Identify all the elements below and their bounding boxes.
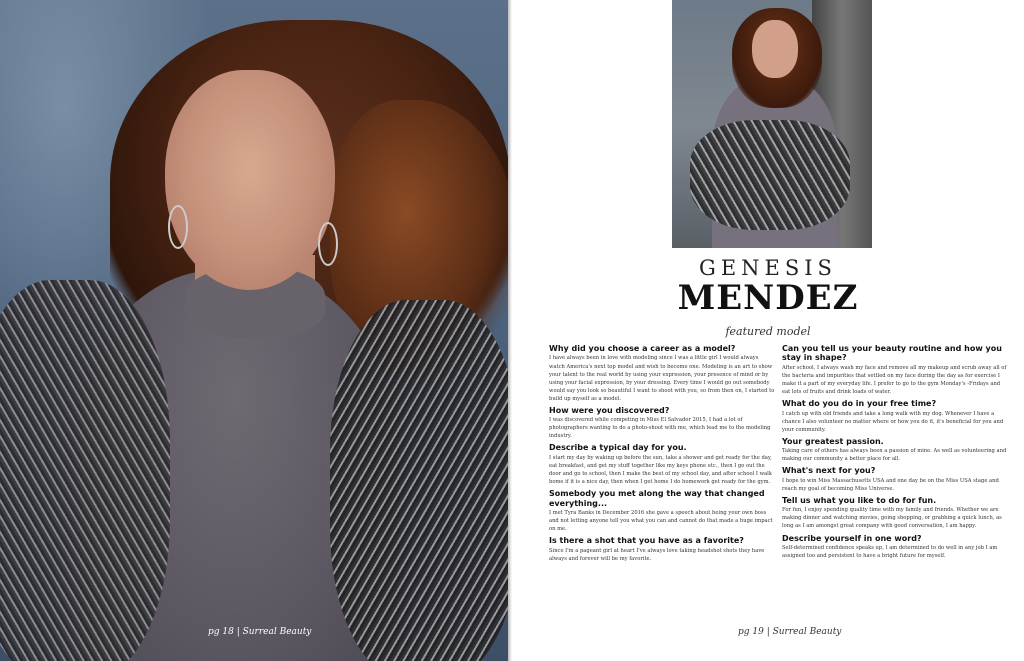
- answer: I was discovered while competing in Miss El Salvador 2015, I had a lot of photographers wanting to do a photo-shoot with me, which lead me to the modeling industry.: [549, 417, 771, 440]
- qa-item: [782, 344, 1008, 396]
- folio-right: pg 19 | Surreal Beauty: [738, 627, 842, 637]
- qa-item: [782, 534, 1008, 561]
- question: Can you tell us your beauty routine and how you stay in shape?: [782, 344, 1002, 363]
- qa-item: [782, 437, 1008, 464]
- qa-item: [549, 489, 775, 533]
- model-first-name: GENESIS: [699, 256, 837, 280]
- qa-item: [782, 399, 1008, 434]
- answer: I met Tyra Banks in December 2016 she gave a speech about being your own boss and not letting anyone tell you what you can and cannot do that made a huge impact on me.: [549, 510, 773, 533]
- earring-right: [318, 222, 338, 266]
- model-last-name: MENDEZ: [677, 278, 859, 318]
- left-page-photo: [0, 0, 508, 661]
- qa-item: [549, 443, 775, 486]
- question: What do you do in your free time?: [782, 399, 937, 409]
- earring-left: [168, 205, 188, 249]
- featured-model-subtitle: featured model: [725, 325, 811, 338]
- qa-item: [549, 344, 775, 403]
- right-page: [512, 0, 1024, 661]
- question: How were you discovered?: [549, 405, 670, 415]
- question: Is there a shot that you have as a favorite?: [549, 536, 744, 546]
- answer: I start my day by waking up before the sun, take a shower and get ready for the day, eat breakfast, and get my stuff together like my keys phone etc., then I go out the door and go to school, then I make the best of my school day, and after school I walk home if it is a nice day, then when I get home I do homework get ready for the gym.: [549, 454, 772, 486]
- question: Tell us what you like to do for fun.: [782, 495, 937, 505]
- qa-item: [549, 406, 775, 441]
- answer: I have always been in love with modeling since I was a little girl I would always watch America's next top model and wish to become one. Modeling is an art to show your talent to the real world by using your expression, your presence of mind or by using your facial expression, by your dressing. Every time I would go out somebody would say you look so beautiful I want to shoot with you, so from then on, I started to build up myself as a model.: [549, 355, 775, 402]
- inset-model-face: [752, 20, 798, 78]
- inset-fur-stole: [690, 120, 850, 230]
- answer: Taking care of others has always been a passion of mine. As well as volunteering and making our community a better place for all.: [782, 448, 1007, 463]
- question: Why did you choose a career as a model?: [549, 344, 736, 353]
- question: What's next for you?: [782, 466, 876, 476]
- answer: I hope to win Miss Massachusetts USA and one day be on the Miss USA stage and reach my goal of becoming Miss Universe.: [782, 477, 999, 492]
- question: Describe a typical day for you.: [549, 443, 687, 453]
- qa-item: [549, 536, 775, 563]
- qa-item: [782, 466, 1008, 493]
- model-face: [165, 70, 335, 290]
- answer: For fun, I enjoy spending quality time with my family and friends. Whether we are making dinner and watching movies, going shopping, or grabbing a quick lunch, as long as I am amongst great company with good conversation, I am happy.: [782, 507, 1002, 530]
- answer: Self-determined confidence speaks up, I am determined to do well in any job I am assigned too and persistent to have a bright future for myself.: [782, 544, 998, 559]
- inset-photo: [672, 0, 872, 248]
- qa-item: [782, 496, 1008, 531]
- fur-stole-left: [0, 280, 170, 661]
- question: Your greatest passion.: [782, 436, 884, 446]
- question: Somebody you met along the way that changed everything...: [549, 489, 765, 508]
- folio-left: pg 18 | Surreal Beauty: [208, 627, 312, 637]
- answer: I catch up with old friends and take a long walk with my dog. Whenever I have a chance I also volunteer no matter where or how you do it, it's beneficial for you and your community.: [782, 410, 1004, 433]
- fur-stole-right: [330, 300, 508, 661]
- question: Describe yourself in one word?: [782, 533, 922, 543]
- interview-column-2: [782, 342, 1008, 563]
- answer: Since I'm a pageant girl at heart I've always love taking headshot shots they have always and forever will be my favorite.: [549, 547, 765, 562]
- interview-column-1: [549, 342, 775, 566]
- answer: After school, I always wash my face and remove all my makeup and scrub away all of the bacteria and impurities that settled on my face during the day as for exercise I make it a part of my everyday life. I prefer to go to the gym Monday's -Fridays and eat lots of fruits and drink loads of water.: [782, 364, 1007, 396]
